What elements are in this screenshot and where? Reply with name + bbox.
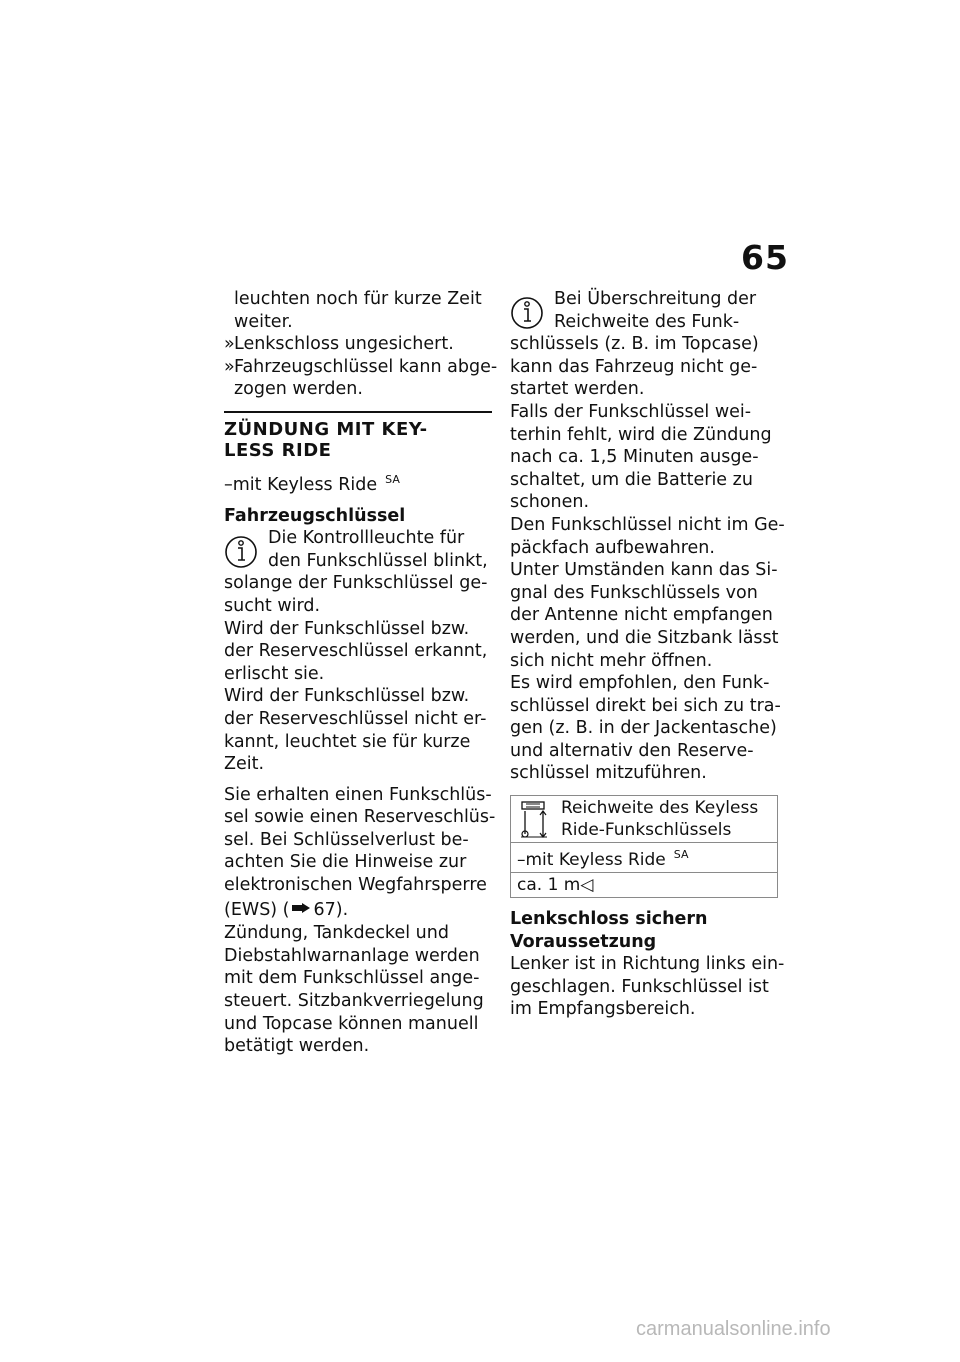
left-column	[224, 288, 498, 1058]
body-line: Lenker ist in Richtung links ein-	[510, 954, 785, 975]
note-line: der Antenne nicht empfangen	[510, 605, 773, 626]
note-line: werden, und die Sitzbank lässt	[510, 627, 779, 648]
page-number: 65	[741, 238, 789, 277]
note-line: nach ca. 1,5 Minuten ausge-	[510, 447, 759, 468]
body-line: Diebstahlwarnanlage werden	[224, 945, 480, 966]
note-line: schlüssel direkt bei sich zu tra-	[510, 695, 781, 716]
section-heading-line: LESS RIDE	[224, 439, 332, 461]
spec-option-badge: SA	[673, 848, 689, 862]
note-line: startet werden.	[510, 379, 645, 400]
note-line: Wird der Funkschlüssel bzw.	[224, 686, 470, 707]
bullet-item-continuation: zogen werden.	[234, 379, 363, 400]
option-label-text: –mit Keyless Ride	[224, 474, 378, 495]
spec-table-row	[511, 873, 778, 898]
body-line: im Empfangsbereich.	[510, 999, 696, 1020]
info-icon	[224, 531, 258, 569]
intro-line: leuchten noch für kurze Zeit	[234, 289, 482, 309]
note-line: der Reserveschlüssel nicht er-	[224, 708, 487, 729]
intro-line: weiter.	[234, 311, 293, 332]
spec-title-line: Ride-Funkschlüssels	[561, 820, 732, 841]
note-line: Die Kontrollleuchte für	[268, 528, 465, 549]
subheading: Lenkschloss sichern	[510, 909, 708, 930]
note-line: und alternativ den Reserve-	[510, 740, 754, 761]
note-line: päckfach aufbewahren.	[510, 537, 715, 558]
bullet-item: » Lenkschloss ungesichert.	[224, 333, 492, 356]
spec-table-header	[511, 796, 778, 843]
note-line: sucht wird.	[224, 595, 321, 616]
body-line: betätigt werden.	[224, 1036, 370, 1057]
body-line: Zündung, Tankdeckel und	[224, 923, 449, 944]
note-line: Reichweite des Funk-	[554, 311, 740, 332]
info-icon	[510, 292, 544, 330]
note-line: Den Funkschlüssel nicht im Ge-	[510, 514, 785, 535]
watermark-footer: carmanualsonline.info	[636, 1318, 831, 1340]
body-line: sel. Bei Schlüsselverlust be-	[224, 829, 469, 850]
body-line: und Topcase können manuell	[224, 1013, 479, 1034]
spec-value-cell	[511, 873, 778, 898]
body-line: geschlagen. Funkschlüssel ist	[510, 976, 769, 997]
spec-option-cell	[511, 843, 778, 873]
option-badge: SA	[385, 472, 400, 486]
note-line: Unter Umständen kann das Si-	[510, 560, 778, 581]
spec-value-marker: ◁	[580, 875, 594, 896]
spec-table-row	[511, 843, 778, 873]
subheading: Fahrzeugschlüssel	[224, 505, 406, 526]
bullet-item: » Fahrzeugschlüssel kann abge-	[224, 356, 492, 379]
note-line: erlischt sie.	[224, 663, 325, 684]
section-divider	[224, 411, 492, 413]
reference-page-link[interactable]: 67	[313, 899, 336, 920]
note-line: kann das Fahrzeug nicht ge-	[510, 356, 758, 377]
note-line: schlüssels (z. B. im Topcase)	[510, 334, 759, 355]
note-line: der Reserveschlüssel erkannt,	[224, 641, 488, 662]
page-reference	[224, 897, 492, 923]
note-line: Bei Überschreitung der	[554, 289, 757, 309]
section-heading	[224, 419, 492, 461]
spec-table	[510, 795, 778, 898]
range-measure-icon	[519, 799, 549, 839]
note-line: schonen.	[510, 492, 590, 513]
note-line: kannt, leuchtet sie für kurze	[224, 731, 471, 752]
note-line: den Funkschlüssel blinkt,	[268, 550, 488, 571]
note-line: schlüssel mitzuführen.	[510, 763, 707, 784]
body-line: Sie erhalten einen Funkschlüs-	[224, 784, 492, 805]
body-line: steuert. Sitzbankverriegelung	[224, 991, 484, 1012]
note-line: Falls der Funkschlüssel wei-	[510, 401, 752, 422]
spec-value: ca. 1 m	[517, 875, 581, 896]
spec-option-label: –mit Keyless Ride	[517, 850, 666, 871]
section-heading-line: ZÜNDUNG MIT KEY-	[224, 418, 428, 440]
subheading: Voraussetzung	[510, 931, 657, 952]
body-line: sel sowie einen Reserveschlüs-	[224, 807, 496, 828]
note-line: gen (z. B. in der Jackentasche)	[510, 718, 777, 739]
reference-prefix: (EWS) (	[224, 899, 290, 920]
info-note	[510, 288, 785, 785]
body-line: achten Sie die Hinweise zur	[224, 852, 467, 873]
spec-title-line: Reichweite des Keyless	[561, 798, 759, 819]
body-line: elektronischen Wegfahrsperre	[224, 875, 487, 896]
note-line: sich nicht mehr öffnen.	[510, 650, 713, 671]
right-column	[510, 288, 785, 1021]
note-line: gnal des Funkschlüssels von	[510, 582, 758, 603]
note-line: terhin fehlt, wird die Zündung	[510, 424, 772, 445]
note-line: Es wird empfohlen, den Funk-	[510, 673, 770, 694]
spec-table-header-row	[511, 796, 778, 843]
note-line: Zeit.	[224, 754, 265, 775]
info-note	[224, 527, 492, 776]
body-line: mit dem Funkschlüssel ange-	[224, 968, 480, 989]
arrow-icon	[292, 897, 310, 920]
reference-suffix: ).	[335, 899, 349, 920]
option-label	[224, 469, 492, 497]
note-line: solange der Funkschlüssel ge-	[224, 573, 488, 594]
note-line: Wird der Funkschlüssel bzw.	[224, 618, 470, 639]
note-line: schaltet, um die Batterie zu	[510, 469, 753, 490]
